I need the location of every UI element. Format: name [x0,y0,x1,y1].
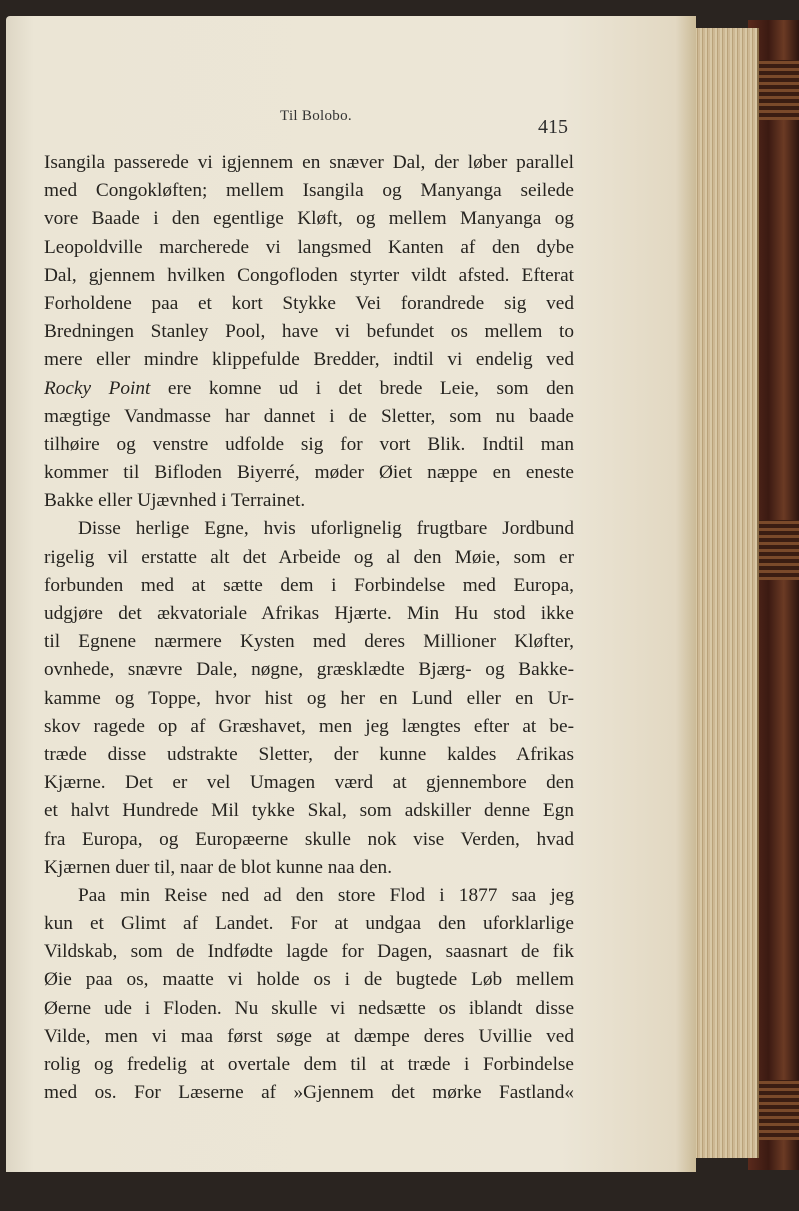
text-line: mere eller mindre klippefulde Bredder, indtil vi endelig ved [44,349,574,371]
text-line: tilhøire og venstre udfolde sig for vort Blik. Indtil man [44,433,574,455]
book-page [6,16,696,1172]
text-line: Forholdene paa et kort Stykke Vei forandrede sig ved [44,292,574,314]
text-line: med Congokløften; mellem Isangila og Manyanga seilede [44,180,574,202]
text-line: mægtige Vandmasse har dannet i de Sletter, som nu baade [44,405,574,427]
text-line: Paa min Reise ned ad den store Flod i 1877 saa jeg [78,884,574,906]
text-line: Dal, gjennem hvilken Congofloden styrter vildt afsted. Efterat [44,264,574,286]
body-text [44,149,574,1107]
text-line: Kjærnen duer til, naar de blot kunne naa den. [44,856,393,878]
page-edges [685,28,759,1158]
text-line: Isangila passerede vi igjennem en snæver Dal, der løber parallel [44,152,574,173]
text-line [44,375,574,403]
text-line: med os. For Læserne af »Gjennem det mørke Fastland« [44,1082,574,1104]
text-line: forbunden med at sætte dem i Forbindelse med Europa, [44,574,574,596]
text-line: Vildskab, som de Indfødte lagde for Dagen, saasnart de fik [44,941,574,963]
text-line: Vilde, men vi maa først søge at dæmpe deres Uvillie ved [44,1025,574,1047]
text-line: Bakke eller Ujævnhed i Terrainet. [44,490,306,512]
text-line: kommer til Bifloden Biyerré, møder Øiet næppe en eneste [44,462,574,484]
line-text: ere komne ud i det brede Leie, som den [150,377,574,399]
text-line: et halvt Hundrede Mil tykke Skal, som adskiller denne Egn [44,800,574,822]
text-line: skov ragede op af Græshavet, men jeg længtes efter at be- [44,715,574,737]
text-line: kamme og Toppe, hvor hist og her en Lund eller en Ur- [44,687,574,709]
page-number: 415 [538,116,568,138]
running-head: Til Bolobo. [280,108,352,124]
text-line: Disse herlige Egne, hvis uforlignelig frugtbare Jordbund [78,518,574,540]
text-line: ovnhede, snævre Dale, nøgne, græsklædte Bjærg- og Bakke- [44,659,574,681]
text-line: Øie paa os, maatte vi holde os i de bugtede Løb mellem [44,969,574,991]
text-line: Leopoldville marcherede vi langsmed Kanten af den dybe [44,236,574,258]
italic-text: Rocky Point [44,377,151,399]
text-line: vore Baade i den egentlige Kløft, og mellem Manyanga og [44,208,574,230]
text-line: udgjøre det ækvatoriale Afrikas Hjærte. Min Hu stod ikke [44,603,574,624]
text-line: Øerne ude i Floden. Nu skulle vi nedsætte os iblandt disse [44,997,574,1019]
text-line: kun et Glimt af Landet. For at undgaa den uforklarlige [44,913,574,935]
text-line: rigelig vil erstatte alt det Arbeide og al den Møie, som er [44,546,574,568]
text-line: træde disse udstrakte Sletter, der kunne kaldes Afrikas [44,743,574,765]
text-line: Kjærne. Det er vel Umagen værd at gjennembore den [44,772,574,794]
text-line: fra Europa, og Europæerne skulle nok vise Verden, hvad [44,828,574,850]
text-line: til Egnene nærmere Kysten med deres Millioner Kløfter, [44,631,574,653]
text-line: rolig og fredelig at overtale dem til at træde i Forbindelse [44,1054,574,1075]
text-line: Bredningen Stanley Pool, have vi befundet os mellem to [44,321,574,343]
